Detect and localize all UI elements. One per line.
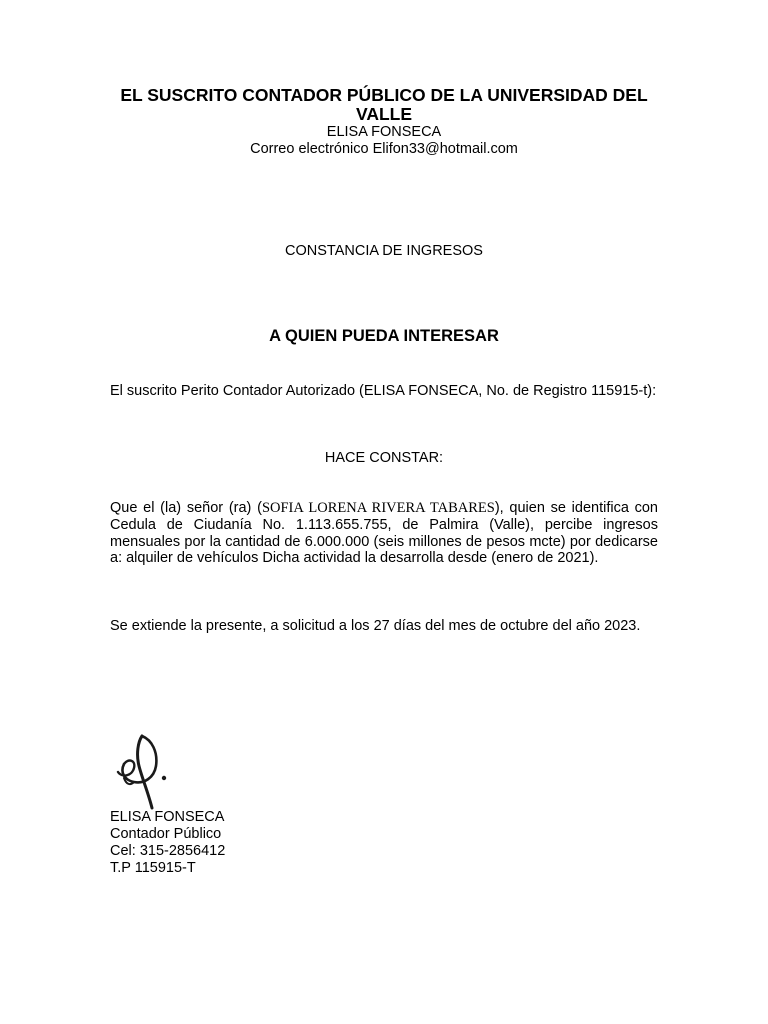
- closing-paragraph: Se extiende la presente, a solicitud a los 27 días del mes de octubre del año 2023.: [110, 618, 641, 634]
- signer-phone: Cel: 315-2856412: [110, 843, 226, 859]
- body-paragraph: [110, 500, 658, 567]
- signature-block: [110, 809, 225, 877]
- letterhead-title: EL SUSCRITO CONTADOR PÚBLICO DE LA UNIVERSIDAD DEL VALLE: [120, 85, 648, 124]
- handwritten-signature: [112, 732, 174, 812]
- body-suffix: ), quien se identifica con Cedula de Ciudanía No. 1.113.655.755, de Palmira (Valle), percibe ingresos mensuales por la cantidad de 6.000.000 (seis millones de pesos mcte) por dedicarse a: alquiler de vehículos Dicha actividad la desarrolla desde (enero de 2021).: [110, 500, 658, 567]
- signer-license: T.P 115915-T: [110, 860, 196, 876]
- signer-name: ELISA FONSECA: [110, 809, 225, 825]
- signer-role: Contador Público: [110, 826, 222, 842]
- letterhead-email: Correo electrónico Elifon33@hotmail.com: [250, 140, 518, 157]
- intro-paragraph: El suscrito Perito Contador Autorizado (ELISA FONSECA, No. de Registro 115915-t):: [110, 383, 657, 399]
- declaration: HACE CONSTAR:: [324, 450, 444, 466]
- letterhead-name: ELISA FONSECA: [326, 124, 442, 140]
- body-prefix: Que el (la) señor (ra) (: [110, 500, 262, 516]
- document-type: CONSTANCIA DE INGRESOS: [285, 243, 483, 259]
- addressee: A QUIEN PUEDA INTERESAR: [269, 327, 499, 345]
- letterhead: [100, 86, 668, 157]
- person-name: SOFIA LORENA RIVERA TABARES: [261, 500, 495, 516]
